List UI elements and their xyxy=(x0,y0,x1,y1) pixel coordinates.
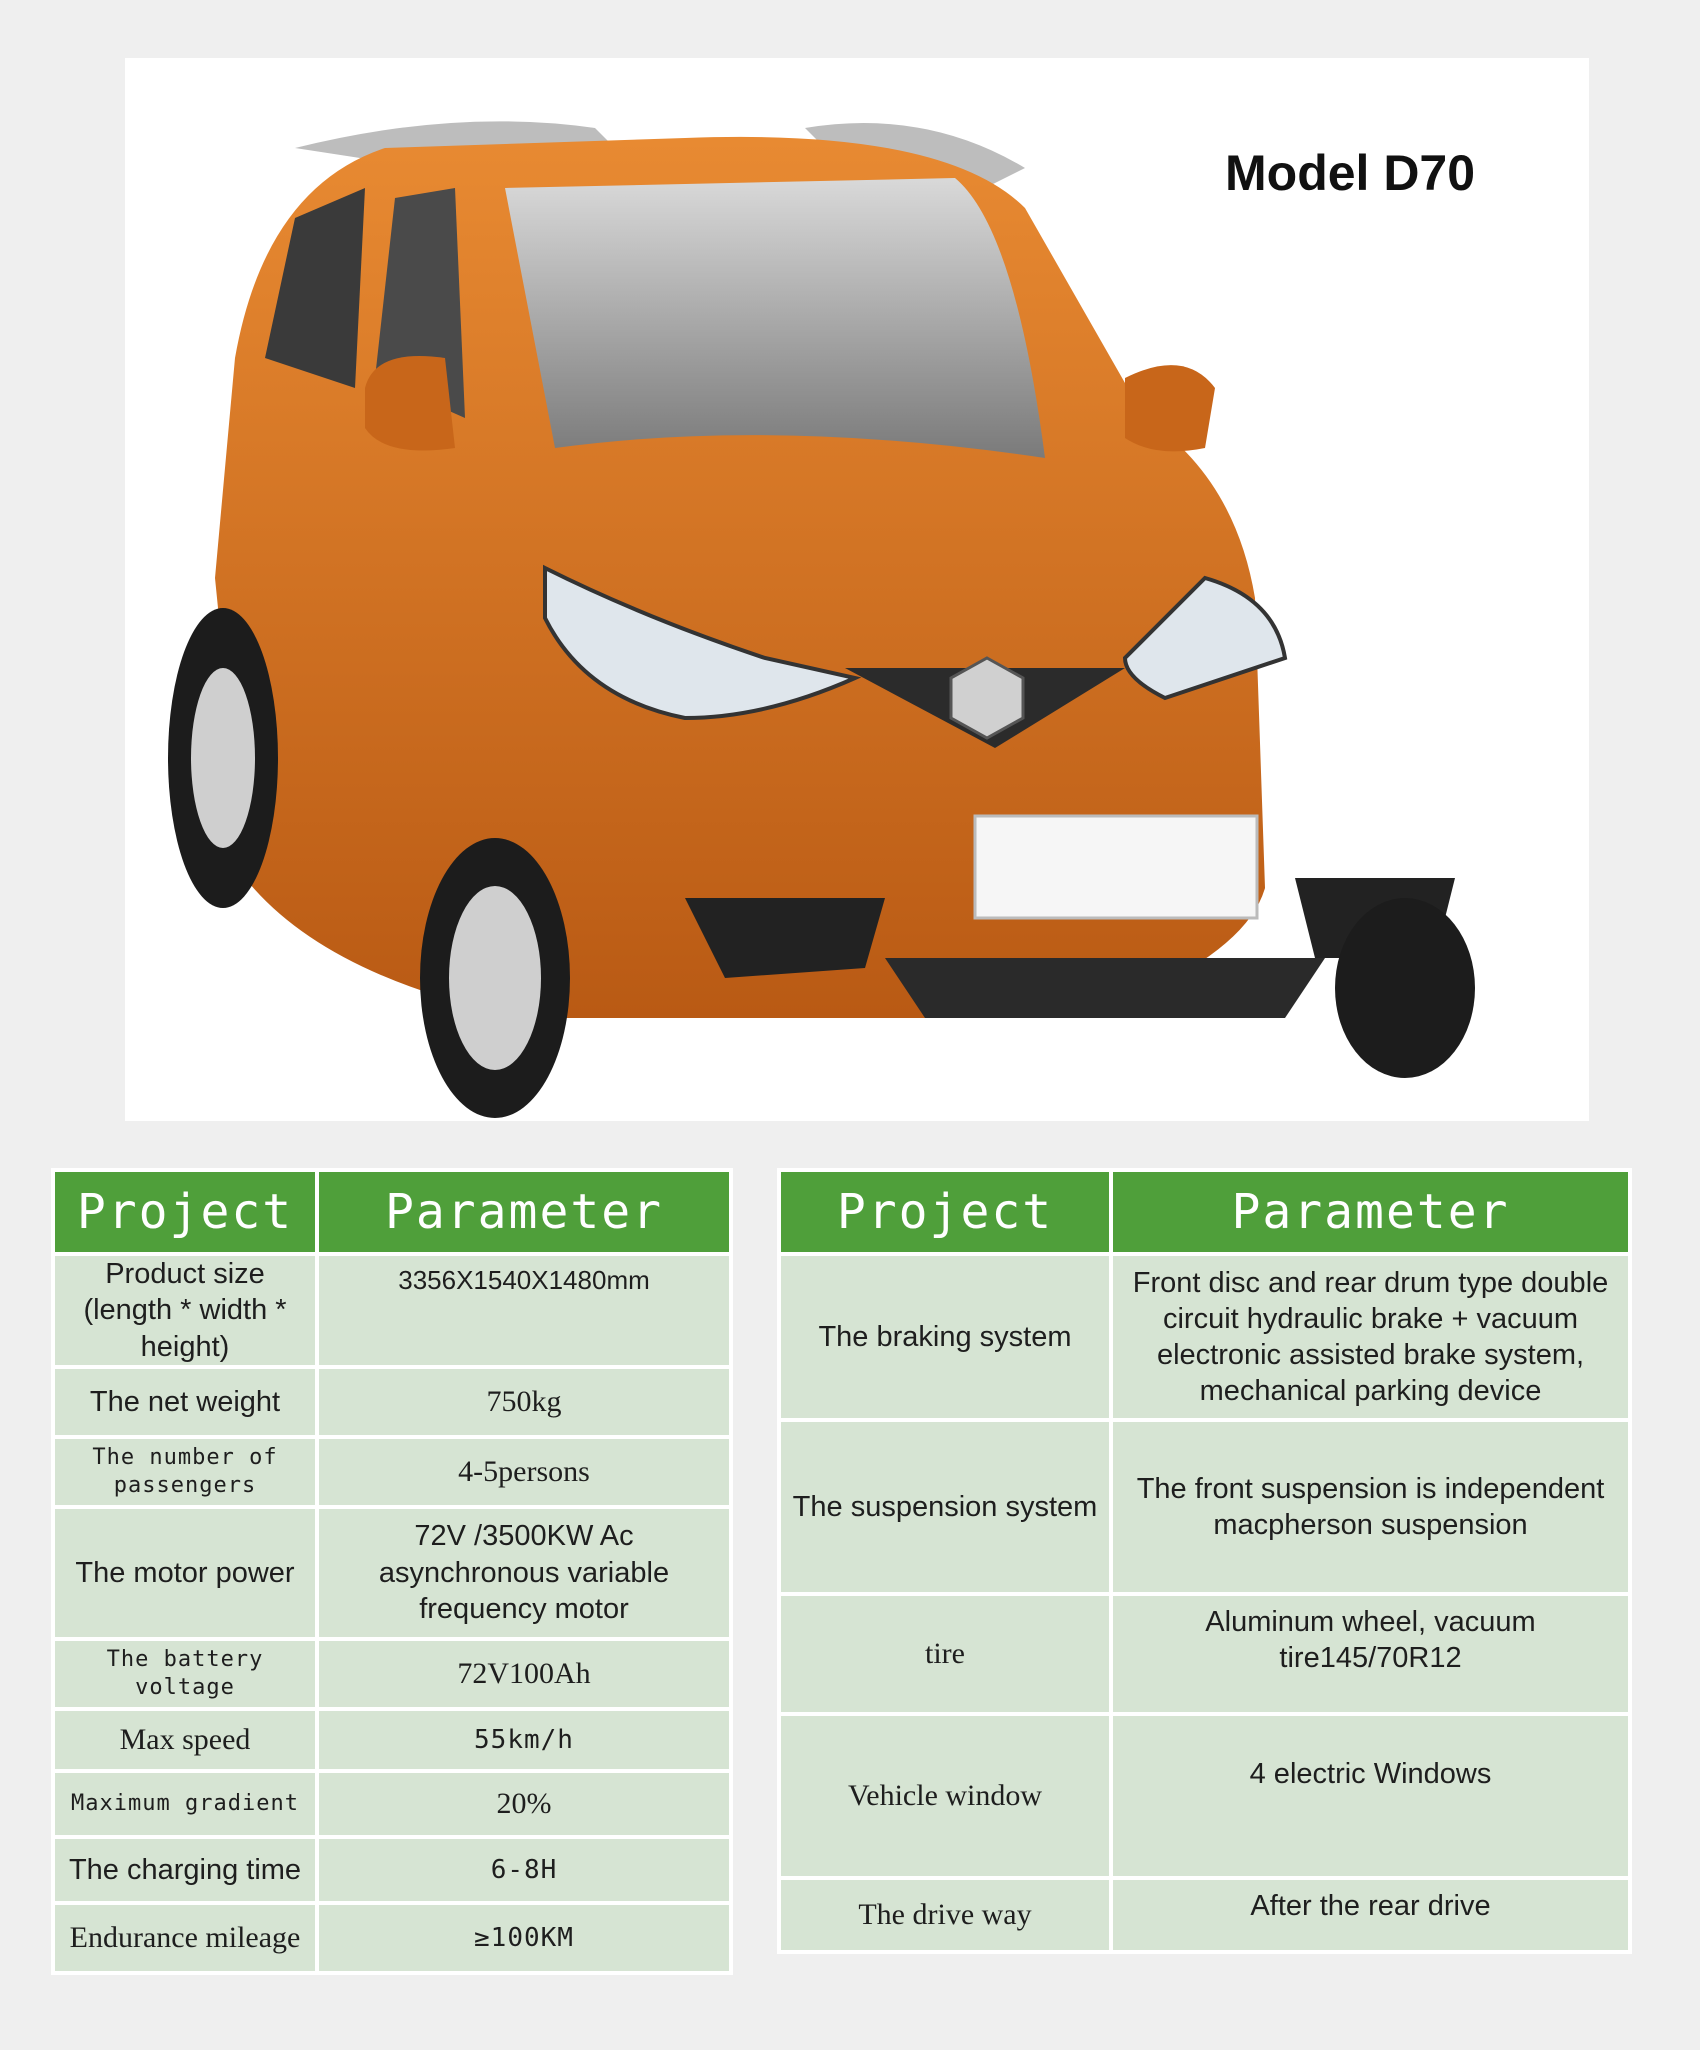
parameter-cell: 6-8H xyxy=(319,1839,729,1901)
table-row xyxy=(55,1905,729,1971)
table-row xyxy=(55,1839,729,1901)
project-cell: Vehicle window xyxy=(781,1716,1109,1876)
project-cell: The suspension system xyxy=(781,1422,1109,1592)
car-illustration xyxy=(125,58,1589,1121)
parameter-cell: 55km/h xyxy=(319,1711,729,1769)
parameter-cell: The front suspension is independent macpherson suspension xyxy=(1113,1422,1628,1592)
spec-table-left xyxy=(51,1168,733,1975)
parameter-cell: 4-5persons xyxy=(319,1439,729,1505)
project-cell: The net weight xyxy=(55,1369,315,1435)
project-cell: The motor power xyxy=(55,1509,315,1637)
table-row xyxy=(781,1716,1628,1876)
table-header-row xyxy=(55,1172,729,1252)
table-row xyxy=(55,1509,729,1637)
project-cell: tire xyxy=(781,1596,1109,1712)
project-cell: The number of passengers xyxy=(55,1439,315,1505)
project-cell: The charging time xyxy=(55,1839,315,1901)
table-row xyxy=(55,1641,729,1707)
table-row xyxy=(781,1880,1628,1950)
table-row xyxy=(781,1256,1628,1418)
parameter-cell: After the rear drive xyxy=(1113,1880,1628,1950)
project-cell: Product size (length * width * height) xyxy=(55,1256,315,1365)
table-row xyxy=(55,1256,729,1365)
parameter-cell: Front disc and rear drum type double circuit hydraulic brake + vacuum electronic assisted brake system, mechanical parking device xyxy=(1113,1256,1628,1418)
project-cell: Max speed xyxy=(55,1711,315,1769)
parameter-cell: 750kg xyxy=(319,1369,729,1435)
column-header-parameter: Parameter xyxy=(319,1172,729,1252)
project-cell: The braking system xyxy=(781,1256,1109,1418)
table-header-row xyxy=(781,1172,1628,1252)
project-cell: The drive way xyxy=(781,1880,1109,1950)
table-row xyxy=(55,1711,729,1769)
parameter-cell: 4 electric Windows xyxy=(1113,1716,1628,1876)
parameter-cell: 72V /3500KW Ac asynchronous variable frequency motor xyxy=(319,1509,729,1637)
table-row xyxy=(55,1369,729,1435)
parameter-cell: 3356X1540X1480mm xyxy=(319,1256,729,1365)
project-cell: Maximum gradient xyxy=(55,1773,315,1835)
table-row xyxy=(781,1422,1628,1592)
parameter-cell: 20% xyxy=(319,1773,729,1835)
column-header-project: Project xyxy=(781,1172,1109,1252)
column-header-parameter: Parameter xyxy=(1113,1172,1628,1252)
parameter-cell: Aluminum wheel, vacuum tire145/70R12 xyxy=(1113,1596,1628,1712)
project-cell: Endurance mileage xyxy=(55,1905,315,1971)
parameter-cell: ≥100KM xyxy=(319,1905,729,1971)
product-image-panel xyxy=(125,58,1589,1121)
model-label: Model D70 xyxy=(1225,145,1476,201)
project-cell: The battery voltage xyxy=(55,1641,315,1707)
spec-table-right xyxy=(777,1168,1632,1954)
table-row xyxy=(55,1773,729,1835)
column-header-project: Project xyxy=(55,1172,315,1252)
parameter-cell: 72V100Ah xyxy=(319,1641,729,1707)
table-row xyxy=(55,1439,729,1505)
table-row xyxy=(781,1596,1628,1712)
